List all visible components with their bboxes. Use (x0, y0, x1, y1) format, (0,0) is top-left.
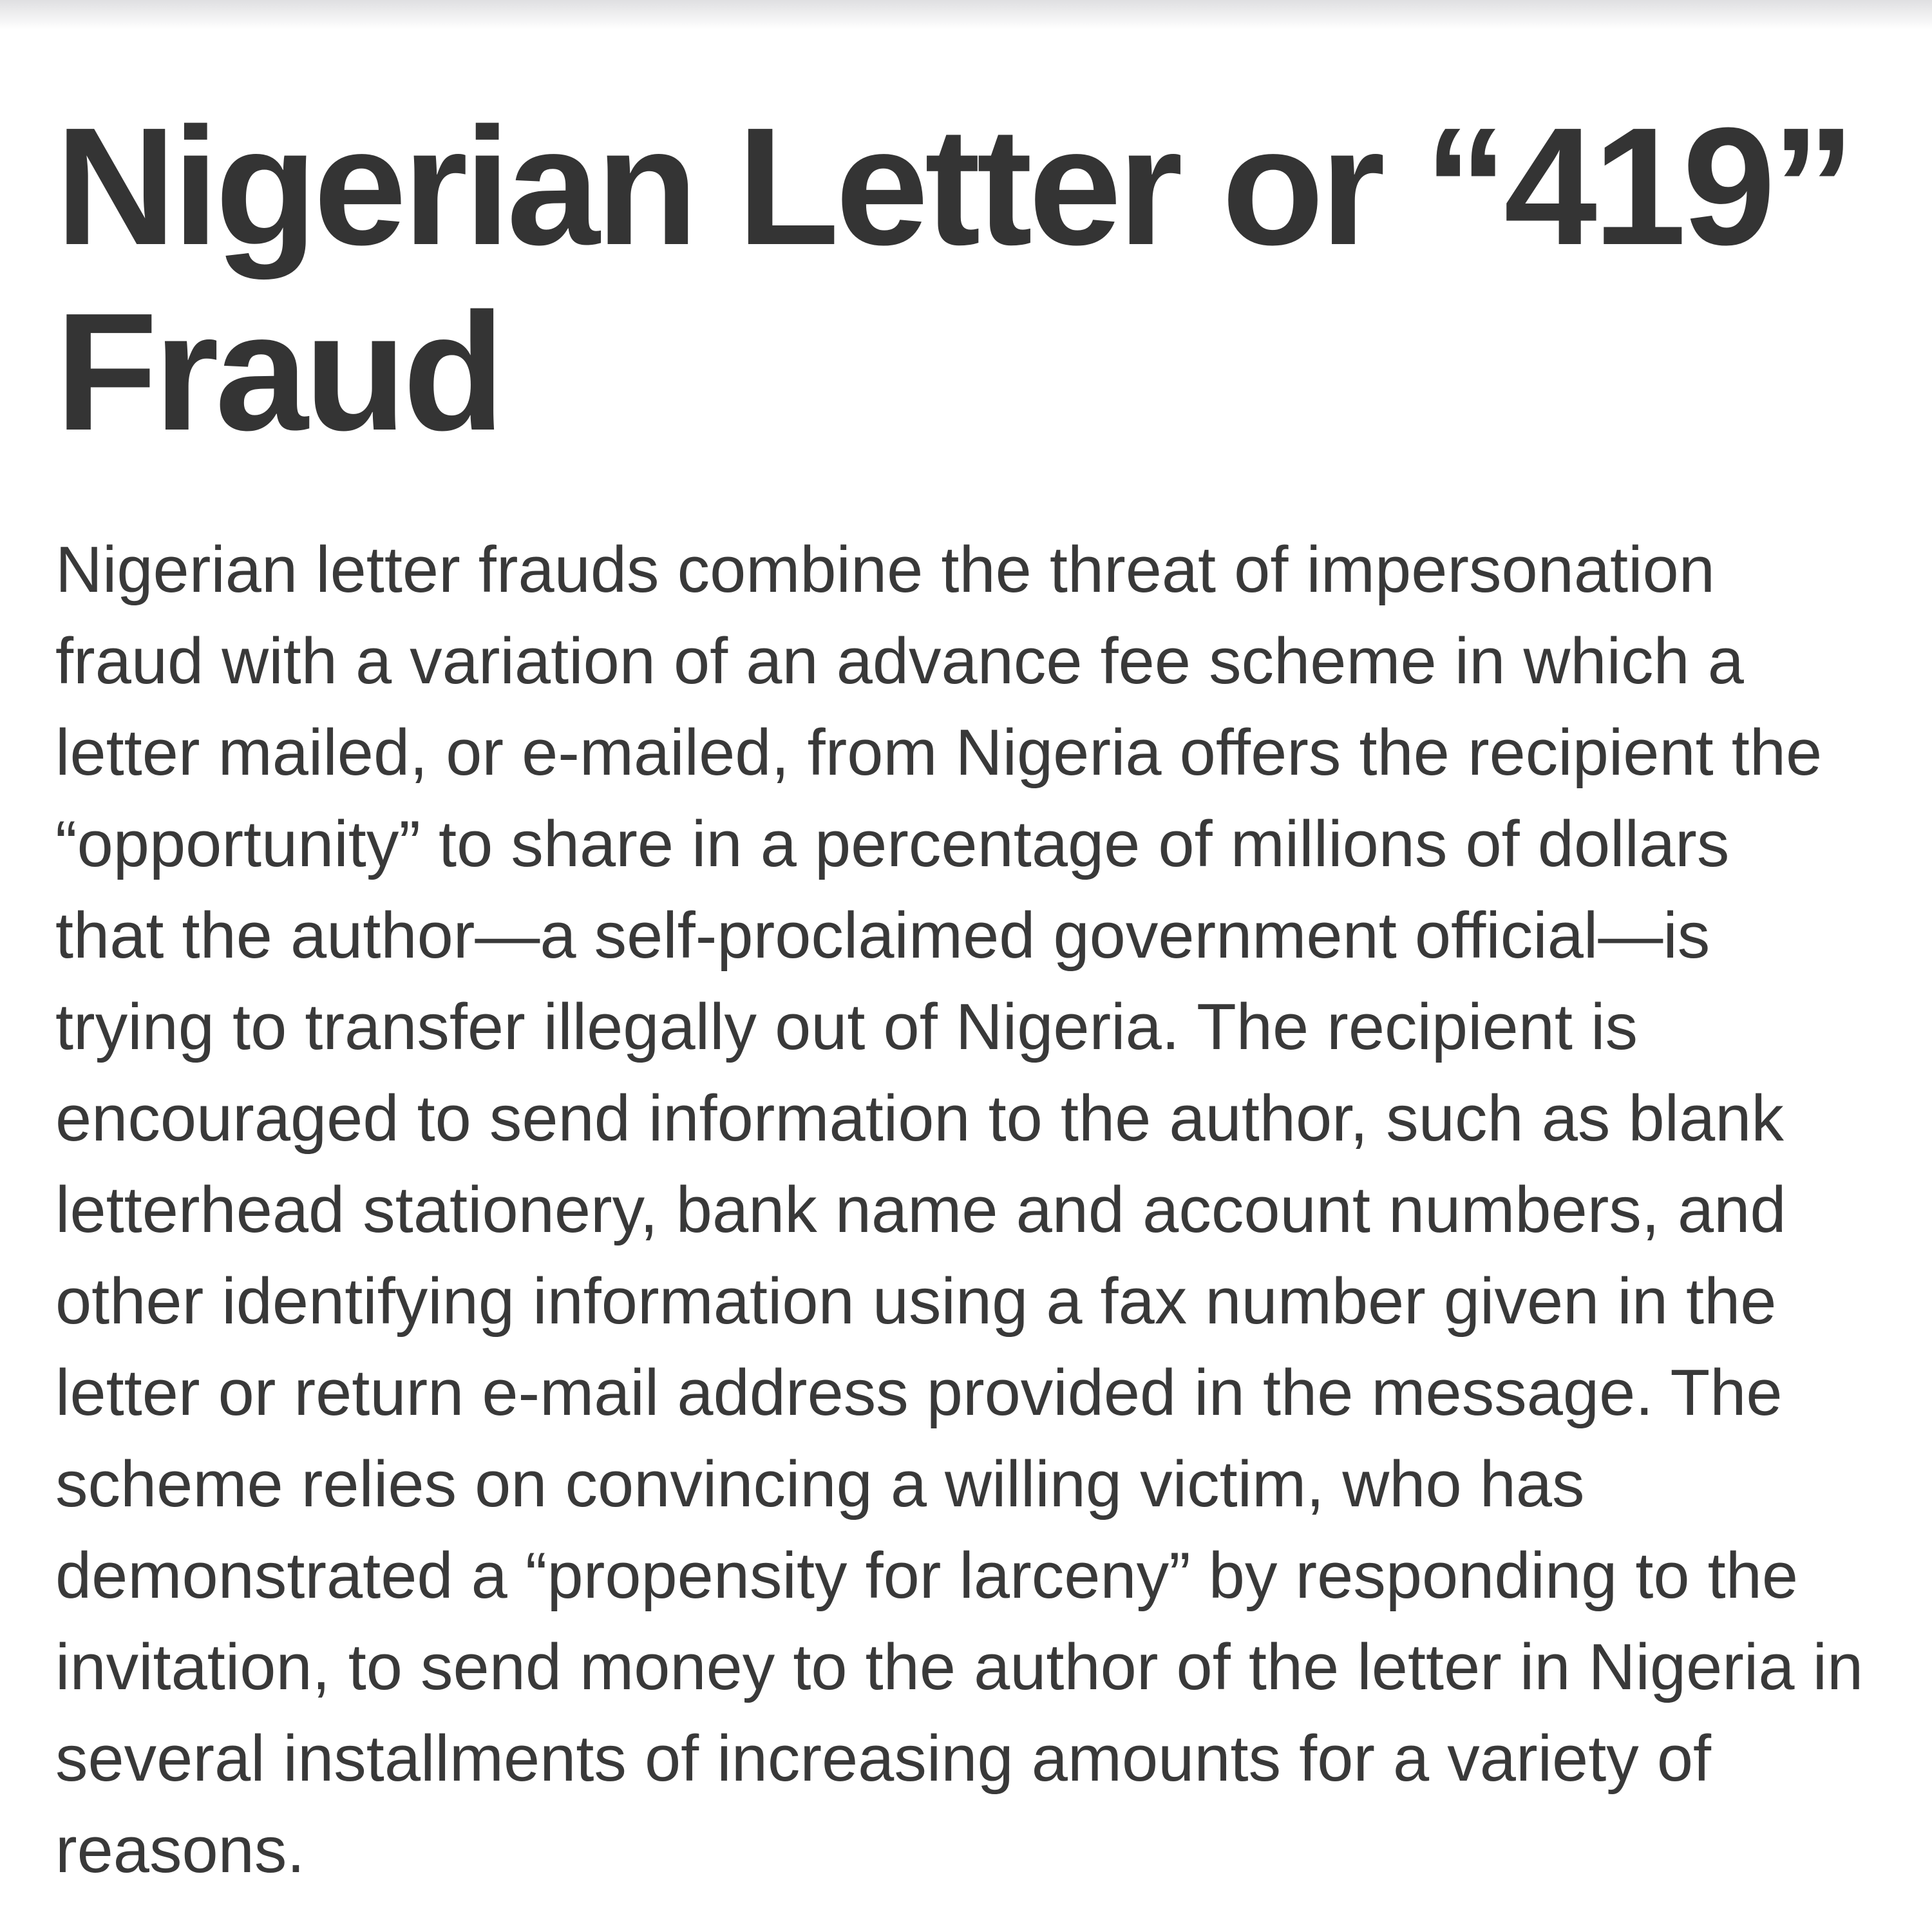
paragraph-line: letterhead stationery, bank name and account numbers, and (55, 1174, 1786, 1246)
paragraph-line: that the author—a self-proclaimed government official—is (55, 900, 1710, 972)
paragraph-line: letter mailed, or e-mailed, from Nigeria offers the recipient the (55, 717, 1823, 789)
paragraph-line: several installments of increasing amounts for a variety of (55, 1723, 1712, 1795)
paragraph-line: demonstrated a “propensity for larceny” by responding to the (55, 1540, 1799, 1612)
paragraph-line: trying to transfer illegally out of Nigeria. The recipient is (55, 991, 1638, 1063)
paragraph-line: letter or return e-mail address provided in the message. The (55, 1357, 1783, 1429)
paragraph-line: invitation, to send money to the author of the letter in Nigeria in (55, 1631, 1864, 1703)
paragraph-line: encouraged to send information to the author, such as blank (55, 1083, 1784, 1155)
body-paragraph (0, 524, 1932, 1896)
page-title (0, 0, 1932, 465)
paragraph-line: fraud with a variation of an advance fee scheme in which a (55, 625, 1744, 697)
paragraph-line: scheme relies on convincing a willing victim, who has (55, 1448, 1585, 1520)
paragraph-line: “opportunity” to share in a percentage of millions of dollars (55, 808, 1730, 880)
page-title-line-1: Nigerian Letter or “419” (55, 93, 1852, 280)
page-title-line-2: Fraud (55, 279, 502, 466)
paragraph-line: Nigerian letter frauds combine the threat of impersonation (55, 534, 1715, 606)
paragraph-line: reasons. (55, 1814, 305, 1886)
paragraph-line: other identifying information using a fax number given in the (55, 1265, 1777, 1338)
